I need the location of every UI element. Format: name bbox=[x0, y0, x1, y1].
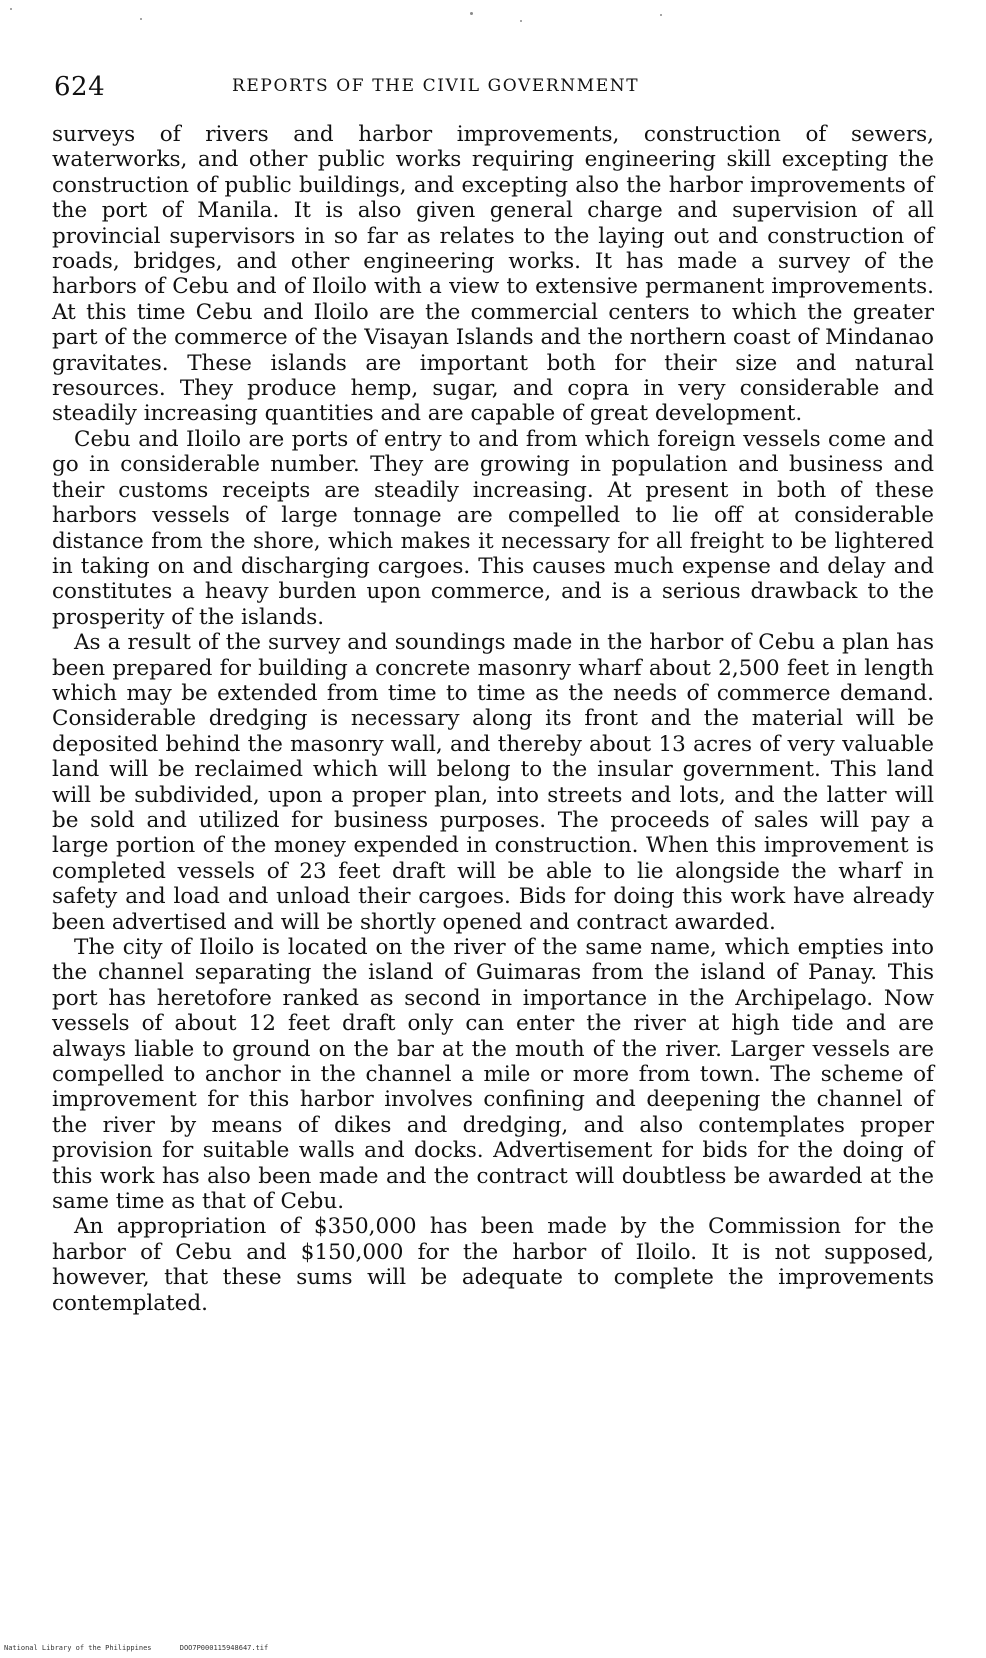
paragraph-appropriation: An appropriation of $350,000 has been made by the Commission for the harbor of Cebu and $150,000 for the harbor of Iloilo. It is not supposed, however, that these sums will be adequate to complete the improvements contemplated. bbox=[52, 1214, 934, 1316]
footer-file-id: DOO7P000115948647.tif bbox=[179, 1644, 269, 1652]
paragraph-cebu-wharf: As a result of the survey and soundings made in the harbor of Cebu a plan has been prepared for building a concrete masonry wharf about 2,500 feet in length which may be extended from time to time as the needs of commerce demand. Considerable dredging is necessary along its front and the material will be deposited behind the masonry wall, and thereby about 13 acres of very valuable land will be reclaimed which will belong to the insular government. This land will be subdivided, upon a proper plan, into streets and lots, and the latter will be sold and utilized for business purposes. The proceeds of sales will pay a large portion of the money expended in construction. When this improvement is completed vessels of 23 feet draft will be able to lie alongside the wharf in safety and load and unload their cargoes. Bids for doing this work have already been advertised and will be shortly opened and contract awarded. bbox=[52, 630, 934, 935]
footer-library: National Library of the Philippines bbox=[4, 1644, 152, 1652]
scan-speck bbox=[140, 18, 142, 20]
scan-speck bbox=[470, 12, 473, 15]
scan-speck bbox=[660, 14, 662, 16]
scan-footer bbox=[4, 1644, 268, 1652]
paragraph-iloilo-harbor: The city of Iloilo is located on the river of the same name, which empties into the channel separating the island of Guimaras from the island of Panay. This port has heretofore ranked as second in importance in the Archipelago. Now vessels of about 12 feet draft only can enter the river at high tide and are always liable to ground on the bar at the mouth of the river. Larger vessels are compelled to anchor in the channel a mile or more from town. The scheme of improvement for this harbor involves confining and deepening the channel of the river by means of dikes and dredging, and also contemplates proper provision for suitable walls and docks. Advertisement for bids for the doing of this work has also been made and the contract will doubtless be awarded at the same time as that of Cebu. bbox=[52, 935, 934, 1215]
paragraph-ports-of-entry: Cebu and Iloilo are ports of entry to and from which foreign vessels come and go in considerable number. They are growing in population and business and their customs receipts are steadily increasing. At present in both of these harbors vessels of large tonnage are compelled to lie off at considerable distance from the shore, which makes it necessary for all freight to be lightered in taking on and discharging cargoes. This causes much expense and delay and constitutes a heavy burden upon commerce, and is a serious drawback to the prosperity of the islands. bbox=[52, 426, 934, 630]
scan-speck bbox=[10, 8, 12, 10]
body-text bbox=[52, 122, 934, 1316]
scan-speck bbox=[520, 20, 522, 22]
running-head-title: REPORTS OF THE CIVIL GOVERNMENT bbox=[232, 76, 640, 96]
paragraph-public-works: surveys of rivers and harbor improvements, construction of sewers, waterworks, and other public works requiring engineering skill excepting the construction of public buildings, and excepting also the harbor improvements of the port of Manila. It is also given general charge and supervision of all provincial supervisors in so far as relates to the laying out and construction of roads, bridges, and other engineering works. It has made a survey of the harbors of Cebu and of Iloilo with a view to extensive permanent improvements. At this time Cebu and Iloilo are the commercial centers to which the greater part of the commerce of the Visayan Islands and the northern coast of Mindanao gravitates. These islands are important both for their size and natural resources. They produce hemp, sugar, and copra in very considerable and steadily increasing quantities and are capable of great development. bbox=[52, 122, 934, 427]
page-number: 624 bbox=[54, 72, 106, 102]
